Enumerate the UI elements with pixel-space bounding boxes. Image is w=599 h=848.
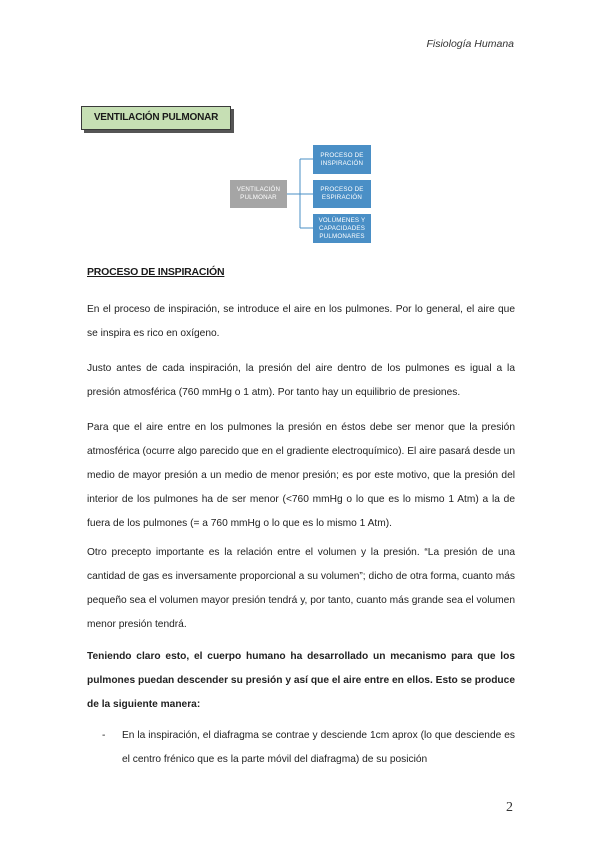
- diagram-node-inspiracion: PROCESO DE INSPIRACIÓN: [313, 145, 371, 174]
- page-number: 2: [506, 800, 513, 815]
- paragraph-2: Justo antes de cada inspiración, la presión del aire dentro de los pulmones es igual a la presión atmosférica (760 mmHg o 1 atm). Por tanto hay un equilibrio de presiones.: [87, 363, 515, 398]
- diagram-root-node: VENTILACIÓN PULMONAR: [230, 180, 287, 208]
- subsection-title: PROCESO DE INSPIRACIÓN: [87, 266, 225, 278]
- paragraph-5-bold: Teniendo claro esto, el cuerpo humano ha desarrollado un mecanismo para que los pulmones puedan descender su presión y así que el aire entre en ellos. Esto se produce de la siguiente manera:: [87, 651, 515, 710]
- paragraph-1: En el proceso de inspiración, se introduce el aire en los pulmones. Por lo general, el aire que se inspira es rico en oxígeno.: [87, 304, 515, 339]
- diagram-node-volumenes: VOLÚMENES Y CAPACIDADES PULMONARES: [313, 214, 371, 243]
- bullet-item: [104, 724, 515, 772]
- bullet-text: En la inspiración, el diafragma se contrae y desciende 1cm aprox (lo que desciende es el centro frénico que es la parte móvil del diafragma) de su posición: [122, 730, 515, 765]
- section-title-box: VENTILACIÓN PULMONAR: [81, 106, 231, 130]
- paragraph-3: Para que el aire entre en los pulmones la presión en éstos debe ser menor que la presión atmosférica (ocurre algo parecido que en el gradiente electroquímico). El aire pasará desde un medio de mayor presión a un medio de menor presión; es por este motivo, que la presión del interior de los pulmones ha de ser menor (<760 mmHg o lo que es lo mismo 1 Atm) a la de fuera de los pulmones (= a 760 mmHg o lo que es lo mismo 1 Atm).: [87, 422, 515, 529]
- page-header: Fisiología Humana: [426, 38, 514, 50]
- paragraph-4: Otro precepto importante es la relación entre el volumen y la presión. “La presión de una cantidad de gas es inversamente proporcional a su volumen”; dicho de otra forma, cuanto más pequeño sea el volumen mayor presión tendrá y, por tanto, cuanto más grande sea el volumen menor presión tendrá.: [87, 547, 515, 630]
- diagram-node-espiracion: PROCESO DE ESPIRACIÓN: [313, 180, 371, 208]
- bullet-marker: -: [102, 730, 106, 741]
